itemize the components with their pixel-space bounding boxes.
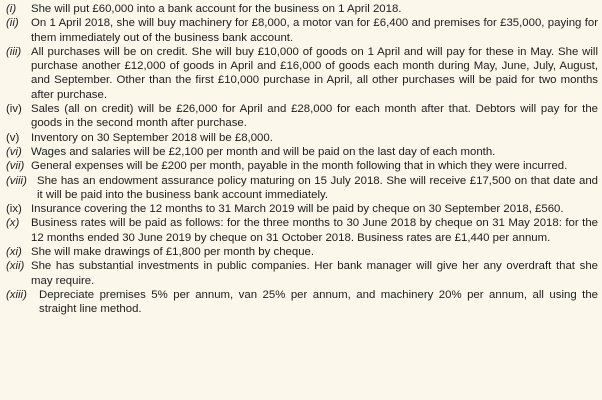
item-number: (vi): [6, 145, 22, 158]
list-item-v: [6, 131, 598, 145]
item-text: All purchases will be on credit. She will buy £10,000 of goods on 1 April and will pay for these in May. She will purchase another £12,000 of goods in April and £16,000 of goods each month during May, June, July, August, and September. Other than the first £10,000 purchase in April, all other purchases will be paid for two months after purchase.: [31, 45, 598, 101]
item-number: (iii): [6, 45, 22, 58]
item-text: Business rates will be paid as follows: for the three months to 30 June 2018 by cheque on 31 May 2018: for the 12 months ended 30 June 2019 by cheque on 31 October 2018. Business rates are £1,440 per annum.: [31, 217, 598, 244]
item-number: (ii): [6, 17, 19, 30]
item-number: (x): [6, 217, 20, 230]
item-text: Depreciate premises 5% per annum, van 25% per annum, and machinery 20% per annum, all using the straight line method.: [39, 288, 598, 316]
item-number: (vii): [6, 160, 25, 173]
item-number: (i): [6, 3, 17, 15]
list-item-vi: [6, 145, 598, 159]
item-number: (viii): [6, 174, 27, 187]
list-item-iv: [6, 102, 598, 131]
list-item-x: [6, 216, 598, 245]
item-text: Inventory on 30 September 2018 will be £8,000.: [31, 131, 273, 144]
list-item-xii: [6, 259, 598, 288]
item-text: She will make drawings of £1,800 per month by cheque.: [31, 246, 315, 259]
item-text: She will put £60,000 into a bank account for the business on 1 April 2018.: [31, 3, 402, 15]
item-number: (v): [6, 131, 20, 144]
item-text: She has an endowment assurance policy maturing on 15 July 2018. She will receive £17,500 on that date and it will be paid into the business bank account immediately.: [37, 174, 598, 201]
list-item-xiii: [6, 288, 598, 317]
item-number: (xi): [6, 246, 22, 259]
item-number: (iv): [6, 103, 22, 116]
item-text: She has substantial investments in public companies. Her bank manager will give her any overdraft that she may require.: [31, 260, 598, 287]
item-text: Wages and salaries will be £2,100 per month and will be paid on the last day of each month.: [31, 145, 496, 158]
list-item-ii: [6, 16, 598, 45]
item-text: Sales (all on credit) will be £26,000 for April and £28,000 for each month after that. Debtors will pay for the goods in the second month after purchase.: [31, 103, 598, 130]
item-number: (ix): [6, 203, 22, 216]
list-item-i: [6, 2, 598, 16]
item-text: On 1 April 2018, she will buy machinery for £8,000, a motor van for £6,400 and premises for £35,000, paying for them immediately out of the business bank account.: [31, 17, 598, 44]
list-item-viii: [6, 174, 598, 203]
item-number: (xiii): [6, 288, 27, 301]
item-number: (xii): [6, 260, 25, 273]
list-item-ix: [6, 202, 598, 216]
list-item-iii: [6, 45, 598, 102]
item-text: Insurance covering the 12 months to 31 March 2019 will be paid by cheque on 30 September 2018, £560.: [31, 203, 564, 216]
list-item-xi: [6, 245, 598, 259]
list-item-vii: [6, 159, 598, 173]
item-text: General expenses will be £200 per month, payable in the month following that in which they were incurred.: [31, 160, 568, 173]
